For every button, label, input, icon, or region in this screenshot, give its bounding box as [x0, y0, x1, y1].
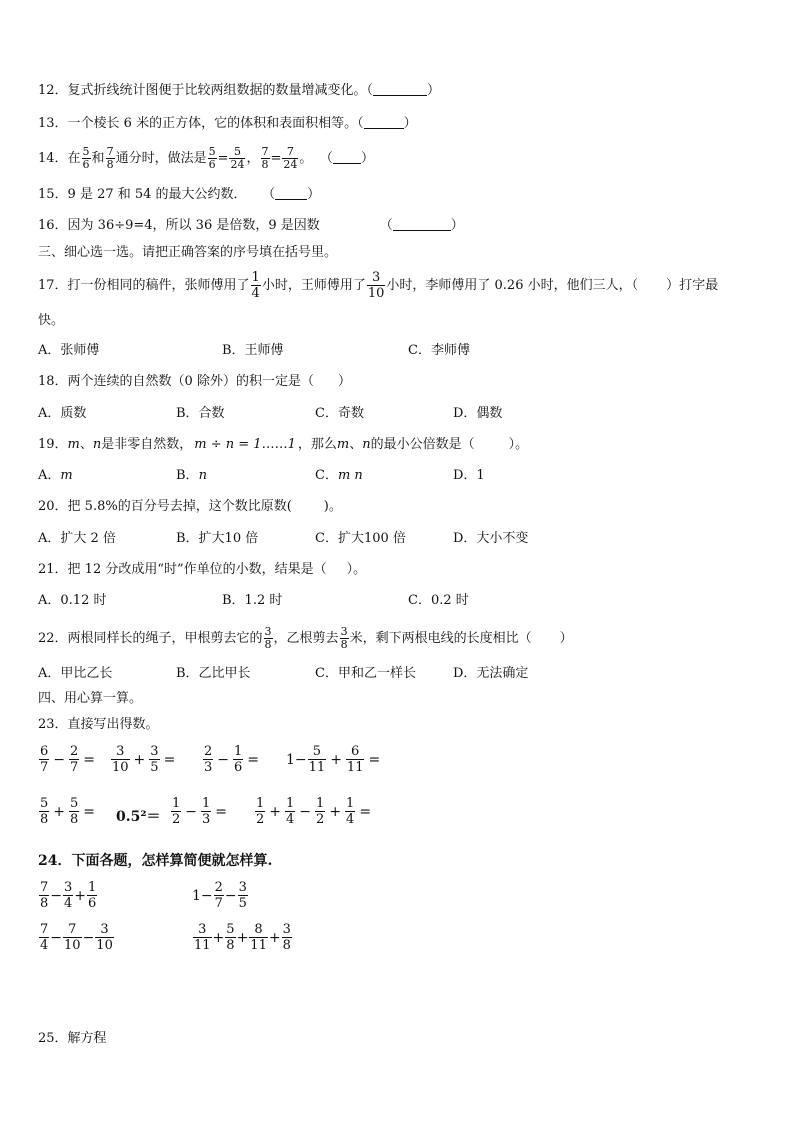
q19-var-n: n — [92, 437, 102, 452]
q21-option-c[interactable]: C．0.2 时 — [408, 593, 469, 608]
q24-p4-op1: + — [212, 929, 225, 946]
q23-e8-c-num: 1 — [316, 796, 325, 811]
q22-option-d[interactable]: D．无法确定 — [453, 666, 529, 681]
q24-p3-c — [95, 922, 114, 953]
q22-frac1-num: 3 — [264, 625, 272, 638]
q14-frac1-num: 5 — [82, 145, 90, 158]
q18-option-b[interactable]: B．合数 — [176, 406, 225, 421]
q16-text: 16．因为 36÷9=4，所以 36 是倍数，9 是因数 — [38, 218, 320, 233]
question-20 — [38, 497, 342, 517]
q20-end: )。 — [323, 499, 342, 514]
q17-option-c[interactable]: C．李师傅 — [408, 343, 470, 358]
q14-frac2-den: 8 — [106, 158, 114, 171]
q22-frac2-den: 8 — [340, 638, 348, 651]
q24-p1-c — [87, 880, 97, 911]
q23-e4-b-den: 11 — [346, 760, 364, 775]
q23-e8-d-den: 4 — [346, 812, 355, 827]
q15-paren-close: ） — [307, 187, 321, 202]
q18-option-a[interactable]: A．质数 — [38, 406, 87, 421]
q23-e8-d — [345, 796, 355, 827]
q19-option-c-label: C． — [315, 468, 338, 483]
q18-option-c[interactable]: C．奇数 — [315, 406, 364, 421]
q24-p3-a — [39, 922, 49, 953]
q20-text: 20．把 5.8%的百分号去掉，这个数比原数( — [38, 499, 292, 514]
q23-e2-b-num: 3 — [150, 744, 159, 759]
q14-paren-open: （ — [326, 151, 333, 166]
q23-e2-op: + — [133, 751, 146, 768]
question-21 — [38, 560, 366, 580]
q17-frac2-den: 10 — [367, 286, 385, 301]
q24-p4-op3: + — [268, 929, 281, 946]
q23-e1-a — [39, 744, 49, 775]
section-3-title: 三、细心选一选。请把正确答案的序号填在括号里。 — [38, 245, 338, 260]
q14-frac2 — [106, 146, 115, 171]
q24-p3-op2: − — [82, 929, 95, 946]
q24-p2-op1: − — [224, 887, 237, 904]
q19-option-d[interactable]: D．1 — [453, 468, 485, 483]
q23-e3-a-num: 2 — [204, 744, 213, 759]
q24-p2-a — [214, 880, 224, 911]
q14-frac6 — [282, 146, 298, 171]
q23-e5-op: + — [53, 803, 66, 820]
q23-expr-6: 0.5²＝ — [116, 809, 161, 825]
q24-p3-c-num: 3 — [100, 922, 109, 937]
q14-frac5-den: 8 — [261, 158, 269, 171]
q14-frac1 — [82, 146, 91, 171]
q24-p2-b-den: 5 — [238, 896, 247, 911]
q17-frac1 — [251, 270, 261, 301]
question-18 — [38, 372, 351, 392]
q23-e8-b — [285, 796, 295, 827]
q23-e8-c — [315, 796, 325, 827]
q24-p1-b-den: 4 — [64, 896, 73, 911]
q19-var-m: m — [67, 437, 80, 452]
q23-e8-a-den: 2 — [256, 812, 265, 827]
q14-frac1-den: 6 — [82, 158, 90, 171]
q24-p4-c-num: 8 — [254, 922, 263, 937]
q24-p4-d — [282, 922, 292, 953]
q24-p3-b-den: 10 — [64, 938, 81, 953]
q19-sep: 、 — [79, 437, 93, 452]
q24-p3-b-num: 7 — [68, 922, 77, 937]
q22-option-a[interactable]: A．甲比乙长 — [38, 666, 113, 681]
q14-frac6-den: 24 — [283, 158, 298, 171]
question-14 — [38, 146, 374, 171]
q19-pre: 19． — [38, 437, 68, 452]
question-17 — [38, 270, 718, 301]
q23-e7-a-den: 2 — [172, 812, 181, 827]
q22-close: ） — [559, 631, 573, 646]
q24-problem-4 — [192, 922, 293, 953]
q24-p4-b — [225, 922, 235, 953]
q17-option-b[interactable]: B．王师傅 — [222, 343, 284, 358]
question-12 — [38, 81, 440, 101]
q23-e7-a — [171, 796, 181, 827]
q24-p1-b — [63, 880, 73, 911]
q19-expression: m ÷ n = 1……1 — [194, 437, 296, 452]
q19-option-a-label: A． — [38, 468, 61, 483]
q23-e5-a-den: 8 — [40, 812, 49, 827]
q17-pre: 17．打一份相同的稿件，张师傅用了 — [38, 278, 250, 293]
q23-e7-b-den: 3 — [202, 812, 211, 827]
q23-e3-b-den: 6 — [234, 760, 243, 775]
question-13 — [38, 114, 417, 134]
q23-e3-a-den: 3 — [204, 760, 213, 775]
q23-e8-b-den: 4 — [286, 812, 295, 827]
q23-e2-a-den: 10 — [112, 760, 129, 775]
q19-sep-2: 、 — [349, 437, 363, 452]
q24-p1-a-den: 8 — [40, 896, 49, 911]
q21-text: 21．把 12 分改成用“时”作单位的小数，结果是（ — [38, 562, 327, 577]
q14-frac5-num: 7 — [261, 145, 269, 158]
q22-pre: 22．两根同样长的绳子，甲根剪去它的 — [38, 631, 263, 646]
q23-e5-b-den: 8 — [70, 812, 79, 827]
q14-eq1: = — [217, 151, 229, 166]
question-16 — [38, 216, 464, 236]
q23-e1-b-num: 2 — [70, 744, 79, 759]
q23-e4-a — [308, 744, 327, 775]
q19-mid2: ，那么 — [297, 437, 337, 452]
q15-text: 15．9 是 27 和 54 的最大公约数． — [38, 187, 247, 202]
q19-option-c[interactable] — [315, 466, 363, 486]
question-15 — [38, 185, 320, 205]
q24-p4-a-den: 11 — [194, 938, 211, 953]
q22-frac2 — [340, 626, 349, 651]
q12-text: 12．复式折线统计图便于比较两组数据的数量增减变化。（ — [38, 83, 374, 98]
q23-e8-b-num: 1 — [286, 796, 295, 811]
q23-e8-a — [255, 796, 265, 827]
q14-frac3-num: 5 — [208, 145, 216, 158]
section-4-title: 四、用心算一算。 — [38, 691, 143, 706]
q14-pre: 14．在 — [38, 151, 81, 166]
q24-p1-op1: − — [50, 887, 63, 904]
q23-e5-b-num: 5 — [70, 796, 79, 811]
question-22 — [38, 626, 573, 651]
q14-eq2: = — [270, 151, 282, 166]
q24-problem-3 — [38, 922, 115, 953]
q24-p2-b-num: 3 — [238, 880, 247, 895]
q24-p3-op1: − — [50, 929, 63, 946]
q19-var-n-2: n — [362, 437, 371, 452]
q23-e5-eq: = — [83, 803, 96, 820]
q14-mid: 通分时，做法是 — [115, 151, 207, 166]
q19-option-b[interactable] — [176, 466, 207, 486]
q14-and: 和 — [91, 151, 105, 166]
q23-e1-a-den: 7 — [40, 760, 49, 775]
q22-frac1-den: 8 — [264, 638, 272, 651]
q24-p4-d-num: 3 — [282, 922, 291, 937]
q24-p4-a-num: 3 — [198, 922, 207, 937]
q23-e4-a-num: 5 — [312, 744, 322, 759]
q20-option-a[interactable]: A．扩大 2 倍 — [38, 531, 116, 546]
q12-answer-blank[interactable] — [373, 81, 427, 96]
q23-e2-a — [111, 744, 130, 775]
q14-frac6-num: 7 — [286, 145, 294, 158]
q24-p4-d-den: 8 — [282, 938, 291, 953]
q23-e1-op: − — [53, 751, 66, 768]
q23-e3-a — [203, 744, 213, 775]
q24-p1-c-num: 1 — [88, 880, 97, 895]
q24-p1-op2: + — [74, 887, 87, 904]
q23-e2-a-num: 3 — [116, 744, 125, 759]
q17-frac2-num: 3 — [371, 270, 381, 285]
q23-expr-7 — [170, 796, 230, 827]
q23-e1-eq: = — [83, 751, 96, 768]
q15-answer-blank[interactable] — [275, 185, 307, 200]
q23-e4-lead: 1− — [286, 751, 307, 768]
q23-e7-b-num: 1 — [202, 796, 211, 811]
q12-close: ） — [427, 83, 441, 98]
q24-p3-b — [63, 922, 82, 953]
q14-frac2-num: 7 — [106, 145, 114, 158]
q16-paren-close: ） — [450, 218, 464, 233]
q19-option-c-value: m n — [337, 468, 363, 483]
q23-e5-a — [39, 796, 49, 827]
q15-paren-open: （ — [268, 187, 276, 202]
question-19 — [38, 435, 528, 455]
q23-e8-op3: + — [329, 803, 342, 820]
q23-expr-3 — [202, 744, 262, 775]
q17-mid1: 小时，王师傅用了 — [261, 278, 366, 293]
q13-answer-blank[interactable] — [364, 114, 404, 129]
q23-e2-eq: = — [163, 751, 176, 768]
q23-e8-c-den: 2 — [316, 812, 325, 827]
q14-frac3 — [208, 146, 217, 171]
q23-e2-b — [149, 744, 159, 775]
q19-option-a-value: m — [60, 468, 73, 483]
q23-e5-b — [69, 796, 79, 827]
q23-e1-b-den: 7 — [70, 760, 79, 775]
q22-frac1 — [264, 626, 273, 651]
q23-e5-a-num: 5 — [40, 796, 49, 811]
q23-e8-op1: + — [269, 803, 282, 820]
q23-e3-b — [233, 744, 243, 775]
q18-option-d[interactable]: D．偶数 — [453, 406, 503, 421]
q20-option-b[interactable]: B．扩大10 倍 — [176, 531, 259, 546]
q13-close: ） — [403, 116, 417, 131]
q25-title: 25．解方程 — [38, 1031, 107, 1046]
q24-p3-a-den: 4 — [40, 938, 49, 953]
q23-expr-4 — [286, 744, 383, 775]
q24-p4-b-num: 5 — [226, 922, 235, 937]
q23-e7-op: − — [185, 803, 198, 820]
q22-frac2-num: 3 — [340, 625, 348, 638]
q23-e4-a-den: 11 — [308, 760, 326, 775]
q23-e1-b — [69, 744, 79, 775]
q13-text: 13．一个棱长 6 米的正方体，它的体积和表面积相等。（ — [38, 116, 364, 131]
q23-expr-2 — [110, 744, 178, 775]
q23-e2-b-den: 5 — [150, 760, 159, 775]
q24-p4-c-den: 11 — [250, 938, 267, 953]
q23-expr-1 — [38, 744, 98, 775]
q14-frac4-den: 24 — [230, 158, 245, 171]
q24-p3-a-num: 7 — [40, 922, 49, 937]
q19-option-b-label: B． — [176, 468, 199, 483]
q18-close: ） — [337, 374, 351, 389]
q24-problem-1 — [38, 880, 98, 911]
q22-mid: ，乙根剪去 — [273, 631, 339, 646]
q24-p2-b — [238, 880, 248, 911]
q24-p4-c — [249, 922, 268, 953]
q23-title: 23．直接写出得数。 — [38, 717, 159, 732]
q14-paren-close: ） — [360, 151, 374, 166]
q24-p4-op2: + — [236, 929, 249, 946]
q19-option-b-value: n — [198, 468, 207, 483]
q23-e1-a-num: 6 — [40, 744, 49, 759]
q14-answer-blank[interactable] — [333, 149, 361, 164]
q24-title: 24．下面各题，怎样算简便就怎样算. — [38, 853, 273, 869]
q24-p2-a-num: 2 — [214, 880, 223, 895]
q17-frac2 — [367, 270, 386, 301]
q17-end: ）打字最 — [666, 278, 719, 293]
q23-e8-a-num: 1 — [256, 796, 265, 811]
q23-e7-b — [201, 796, 211, 827]
q19-end: ）。 — [508, 437, 529, 452]
q23-e3-b-num: 1 — [234, 744, 243, 759]
q19-var-m-2: m — [336, 437, 350, 452]
q21-option-a[interactable]: A．0.12 时 — [38, 593, 107, 608]
q17-frac1-num: 1 — [251, 270, 260, 285]
q14-frac3-den: 6 — [208, 158, 216, 171]
q18-text: 18．两个连续的自然数（0 除外）的积一定是（ — [38, 374, 314, 389]
q16-paren-open: （ — [379, 218, 393, 233]
q23-expr-5 — [38, 796, 98, 827]
q21-option-b[interactable]: B．1.2 时 — [222, 593, 283, 608]
q24-p1-a — [39, 880, 49, 911]
q23-e7-eq: = — [215, 803, 228, 820]
q17-frac1-den: 4 — [251, 286, 260, 301]
q23-e8-d-num: 1 — [346, 796, 355, 811]
q24-problem-2 — [192, 880, 249, 911]
q24-p3-c-den: 10 — [96, 938, 113, 953]
q23-e4-b — [346, 744, 365, 775]
q23-e3-eq: = — [247, 751, 260, 768]
q14-frac4 — [229, 146, 245, 171]
q22-option-c[interactable]: C．甲和乙一样长 — [315, 666, 416, 681]
q19-mid3: 的最小公倍数是（ — [370, 437, 475, 452]
q23-e4-op: + — [330, 751, 342, 768]
q22-option-b[interactable]: B．乙比甲长 — [176, 666, 251, 681]
q17-cont: 快。 — [38, 313, 65, 328]
q23-e8-eq: = — [359, 803, 372, 820]
q14-frac5 — [261, 146, 270, 171]
q14-comma: ， — [246, 151, 260, 166]
q23-e8-op2: − — [299, 803, 312, 820]
q21-end: ）。 — [346, 562, 367, 577]
q23-e4-b-num: 6 — [351, 744, 360, 759]
q23-e3-op: − — [217, 751, 230, 768]
q20-option-c[interactable]: C．扩大100 倍 — [315, 531, 406, 546]
q16-answer-blank[interactable] — [393, 216, 451, 231]
q22-end: 米，剩下两根电线的长度相比（ — [349, 631, 532, 646]
q17-option-a[interactable]: A．张师傅 — [38, 343, 100, 358]
q14-frac4-num: 5 — [233, 145, 241, 158]
q19-option-a[interactable] — [38, 466, 73, 486]
q14-end: 。 — [299, 151, 313, 166]
q23-e4-eq: = — [368, 751, 381, 768]
q24-p1-c-den: 6 — [88, 896, 97, 911]
q17-mid2: 小时，李师傅用了 0.26 小时，他们三人，（ — [386, 278, 639, 293]
q20-option-d[interactable]: D．大小不变 — [453, 531, 529, 546]
q19-mid: 是非零自然数， — [101, 437, 193, 452]
q24-p2-lead: 1− — [192, 887, 213, 904]
q24-p1-b-num: 3 — [64, 880, 73, 895]
q24-p4-b-den: 8 — [226, 938, 235, 953]
q23-expr-8 — [254, 796, 374, 827]
q23-e7-a-num: 1 — [172, 796, 181, 811]
q24-p1-a-num: 7 — [40, 880, 49, 895]
q24-p2-a-den: 7 — [214, 896, 223, 911]
q24-p4-a — [193, 922, 212, 953]
